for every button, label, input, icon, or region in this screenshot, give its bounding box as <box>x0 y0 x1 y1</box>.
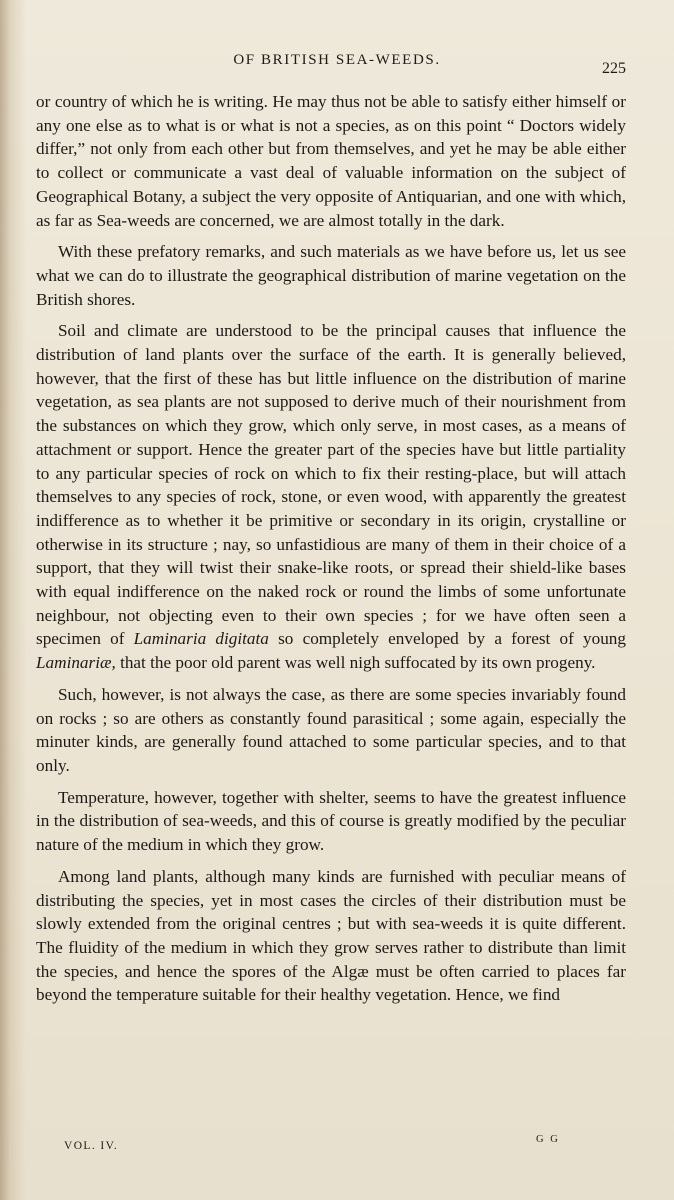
paragraph-3-text-a: Soil and climate are understood to be the principal causes that influence the distribution of land plants over the surface of the earth. It is generally believed, however, that the first of these has but little influence on the distribution of marine vegetation, as sea plants are not supposed to derive much of their nourishment from the substances on which they grow, which only serve, in most cases, as a means of attachment or support. Hence the greater part of the species have but little partiality to any particular species of rock on which to fix their resting-place, but will attach themselves to any species of rock, stone, or even wood, with apparently the greatest indifference as to whether it be primitive or secondary in its origin, crystalline or otherwise in its structure ; nay, so unfastidious are many of them in their choice of a support, that they will twist their snake-like roots, or spread their shield-like bases with equal indifference on the naked rock or round the limbs of some unfortunate neighbour, not objecting even to their own species ; for we have often seen a specimen of <box>36 321 626 649</box>
paragraph-1: or country of which he is writing. He may thus not be able to satisfy either himself or any one else as to what is or what is not a species, as on this point “ Doctors widely differ,” not only from each other but from themselves, and yet he may be able either to collect or communicate a vast deal of valuable information on the subject of Geographical Botany, a subject the very opposite of Antiquarian, and one with which, as far as Sea-weeds are concerned, we are almost totally in the dark. <box>36 92 626 230</box>
paragraph-3 <box>36 319 626 675</box>
paragraph-3-text-b: so completely enveloped by a forest of young <box>268 629 626 649</box>
paragraph-5: Temperature, however, together with shelter, seems to have the greatest influence in the distribution of sea-weeds, and this of course is greatly modified by the peculiar nature of the medium in which they grow. <box>36 787 626 855</box>
species-name-laminaria-digitata: Laminaria digitata <box>133 629 269 649</box>
running-head: OF BRITISH SEA-WEEDS. <box>233 52 441 68</box>
paragraph-4: Such, however, is not always the case, as there are some species invariably found on rocks ; so are others as constantly found parasitical ; some again, especially the minuter kinds, are generally found attached to some particular species, and to that only. <box>36 684 626 775</box>
paragraph-3-text-c: that the poor old parent was well nigh suffocated by its own progeny. <box>115 653 596 673</box>
paragraph-2: With these prefatory remarks, and such materials as we have before us, let us see what we can do to illustrate the geographical distribution of marine vegetation on the British shores. <box>36 242 626 309</box>
signature-mark: G G <box>536 1134 560 1145</box>
paragraph-6: Among land plants, although many kinds are furnished with peculiar means of distributing the species, yet in most cases the circles of their distribution must be slowly extended from the original centres ; but with sea-weeds it is quite different. The fluidity of the medium in which they grow serves rather to distribute than limit the species, and hence the spores of the Algæ must be often carried to places far beyond the temperature suitable for their healthy vegetation. Hence, we find <box>36 866 626 1005</box>
page-number: 225 <box>602 60 626 77</box>
species-name-laminariae: Laminariæ, <box>36 653 116 673</box>
body-text <box>36 90 626 1015</box>
volume-marker: VOL. IV. <box>64 1140 119 1152</box>
